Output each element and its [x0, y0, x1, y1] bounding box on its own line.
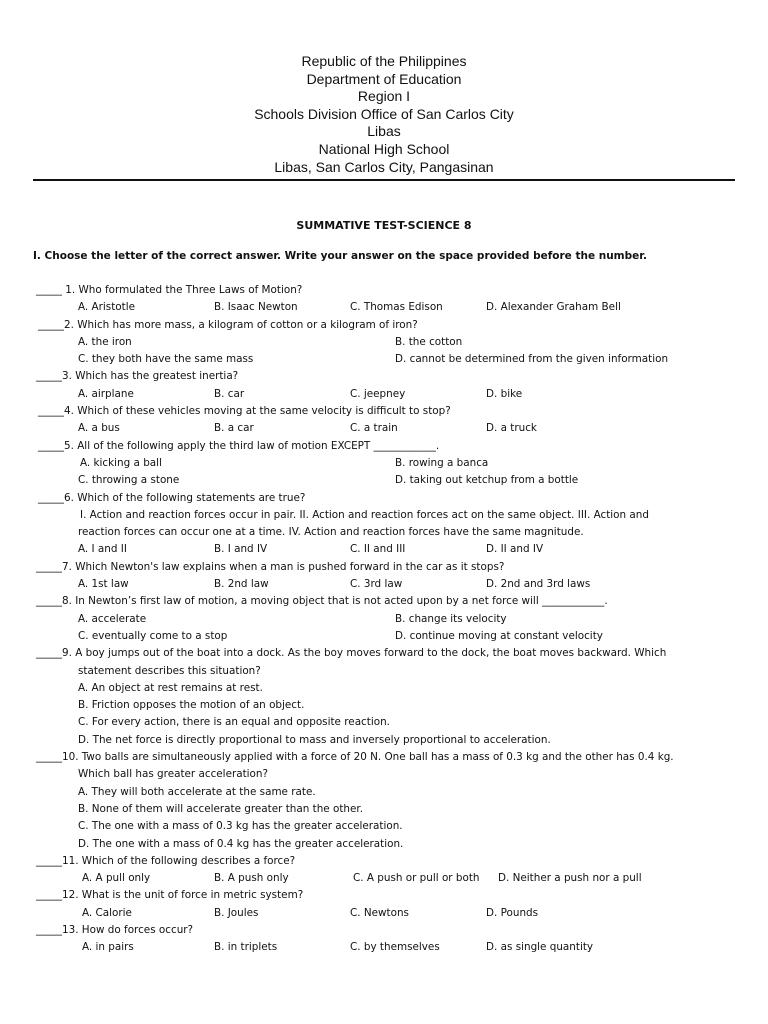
test-title: SUMMATIVE TEST-SCIENCE 8 — [296, 219, 472, 232]
option-a: A. airplane — [78, 387, 134, 400]
option-c: C. jeepney — [350, 387, 406, 400]
options-row — [33, 870, 733, 887]
option-b: B. Friction opposes the motion of an object. — [78, 699, 305, 712]
option-c: C. For every action, there is an equal and opposite reaction. — [78, 716, 390, 729]
options-row — [33, 905, 733, 922]
instruction: I. Choose the letter of the correct answer. Write your answer on the space provided before the number. — [33, 250, 647, 262]
option-d: D. continue moving at constant velocity — [395, 629, 603, 642]
options-row — [33, 939, 733, 956]
option-a: A. Aristotle — [78, 301, 135, 314]
option-b: B. A push only — [214, 872, 289, 885]
option-b: B. I and IV — [214, 543, 268, 556]
header-line: Libas, San Carlos City, Pangasinan — [274, 158, 494, 175]
question-list — [33, 282, 733, 957]
option-b: B. rowing a banca — [395, 456, 489, 469]
option-b: B. the cotton — [395, 335, 463, 348]
question-1: _____ 1. Who formulated the Three Laws of Motion? — [36, 284, 303, 296]
option-a: A. I and II — [78, 543, 127, 556]
question-3: _____3. Which has the greatest inertia? — [36, 370, 239, 383]
options-row — [33, 455, 733, 472]
question-2: _____2. Which has more mass, a kilogram of cotton or a kilogram of iron? — [38, 318, 418, 331]
options-row — [33, 628, 733, 645]
options-row — [33, 386, 733, 403]
option-d: D. The one with a mass of 0.4 kg has the greater acceleration. — [78, 837, 404, 850]
options-row — [33, 299, 733, 316]
options-row — [33, 420, 733, 437]
option-a: A. a bus — [78, 422, 120, 435]
option-c: C. 3rd law — [350, 578, 403, 591]
question-7: _____7. Which Newton's law explains when a man is pushed forward in the car as it stops? — [36, 560, 505, 573]
option-b: B. a car — [214, 422, 254, 435]
statement-line: reaction forces can occur one at a time. IV. Action and reaction forces have the same magnitude. — [78, 526, 584, 539]
header-line: Republic of the Philippines — [301, 53, 467, 69]
option-a: A. An object at rest remains at rest. — [78, 681, 263, 694]
header-line: Department of Education — [306, 70, 462, 87]
option-a: A. accelerate — [78, 612, 147, 625]
option-b: B. change its velocity — [395, 612, 507, 625]
option-d: D. 2nd and 3rd laws — [486, 578, 591, 591]
option-d: D. cannot be determined from the given information — [395, 353, 669, 366]
header-line: Region I — [357, 88, 411, 105]
option-c: C. throwing a stone — [78, 474, 180, 487]
option-c: C. a train — [350, 422, 398, 435]
question-5: _____5. All of the following apply the third law of motion EXCEPT ____________. — [38, 439, 440, 452]
header-divider — [33, 179, 735, 181]
option-b: B. 2nd law — [214, 578, 269, 591]
option-b: B. car — [214, 387, 245, 400]
option-c: C. they both have the same mass — [78, 353, 254, 366]
option-a: A. 1st law — [78, 578, 129, 591]
question-6: _____6. Which of the following statements are true? — [38, 491, 306, 504]
school-header — [0, 53, 768, 176]
option-a: A. kicking a ball — [80, 456, 162, 469]
option-c: C. by themselves — [350, 941, 440, 954]
header-line: Schools Division Office of San Carlos City — [254, 105, 514, 122]
question-12: _____12. What is the unit of force in metric system? — [36, 889, 304, 902]
statement-line: I. Action and reaction forces occur in pair. II. Action and reaction forces act on the same object. III. Action and — [80, 508, 649, 521]
options-row — [33, 541, 733, 558]
option-b: B. None of them will accelerate greater than the other. — [78, 802, 364, 815]
options-row — [33, 472, 733, 489]
option-c: C. eventually come to a stop — [78, 629, 228, 642]
option-a: A. the iron — [78, 335, 132, 348]
options-row — [33, 334, 733, 351]
option-d: D. Pounds — [486, 906, 539, 919]
question-13: _____13. How do forces occur? — [36, 923, 194, 936]
option-d: D. bike — [486, 387, 523, 400]
question-11: _____11. Which of the following describes a force? — [36, 854, 296, 867]
option-a: A. in pairs — [82, 941, 134, 954]
question-9: _____9. A boy jumps out of the boat into a dock. As the boy moves forward to the dock, the boat moves backward. Which — [36, 647, 667, 660]
option-b: B. Isaac Newton — [214, 301, 298, 314]
question-continuation: statement describes this situation? — [78, 664, 261, 677]
options-row — [33, 611, 733, 628]
option-d: D. II and IV — [486, 543, 544, 556]
option-b: B. in triplets — [214, 941, 278, 954]
header-line: National High School — [318, 140, 450, 157]
options-row — [33, 576, 733, 593]
option-d: D. Alexander Graham Bell — [486, 301, 621, 314]
option-c: C. A push or pull or both — [353, 872, 480, 885]
question-10: _____10. Two balls are simultaneously applied with a force of 20 N. One ball has a mass of 0.3 kg and the other has 0.4 kg. — [36, 751, 674, 764]
question-continuation: Which ball has greater acceleration? — [78, 768, 269, 781]
option-c: C. Newtons — [350, 906, 409, 919]
option-c: C. II and III — [350, 543, 406, 556]
option-a: A. Calorie — [82, 906, 132, 919]
option-b: B. Joules — [214, 906, 259, 919]
option-c: C. Thomas Edison — [350, 301, 443, 314]
options-row — [33, 351, 733, 368]
question-8: _____8. In Newton’s first law of motion, a moving object that is not acted upon by a net force will ____________. — [36, 595, 608, 608]
header-line: Libas — [367, 123, 401, 140]
option-c: C. The one with a mass of 0.3 kg has the greater acceleration. — [78, 820, 403, 833]
option-a: A. A pull only — [82, 872, 151, 885]
option-d: D. Neither a push nor a pull — [498, 872, 642, 885]
option-a: A. They will both accelerate at the same rate. — [78, 785, 316, 798]
option-d: D. The net force is directly proportional to mass and inversely proportional to acceleration. — [78, 733, 551, 746]
option-d: D. taking out ketchup from a bottle — [395, 474, 579, 487]
option-d: D. as single quantity — [486, 941, 594, 954]
question-4: _____4. Which of these vehicles moving at the same velocity is difficult to stop? — [38, 405, 451, 418]
option-d: D. a truck — [486, 422, 537, 435]
